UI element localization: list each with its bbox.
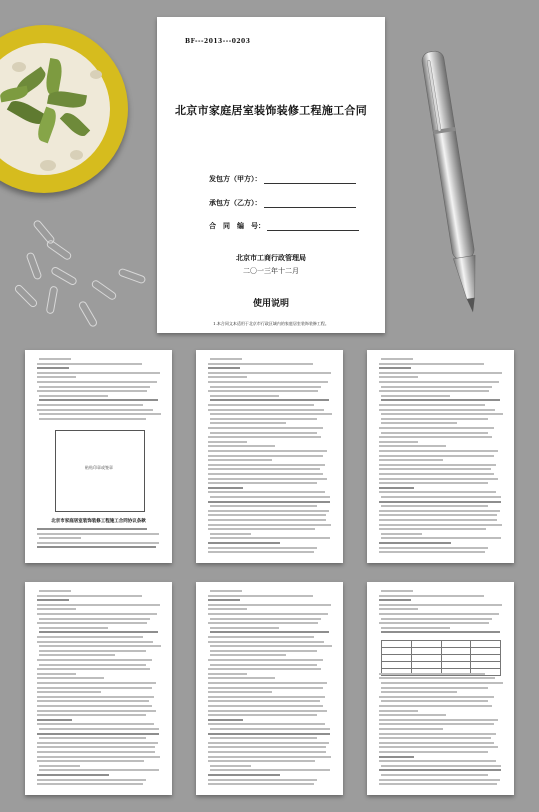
text-line (379, 390, 489, 392)
party-a-field (209, 174, 356, 184)
text-line (379, 445, 446, 447)
seal-box-label: 粘贴印章或签章 (85, 465, 113, 470)
text-line (210, 399, 329, 401)
text-line (210, 650, 317, 652)
text-line (381, 386, 492, 388)
contract-cover-page (157, 17, 385, 333)
text-line (208, 779, 317, 781)
text-line (208, 599, 240, 601)
text-line (379, 599, 411, 601)
text-line (39, 395, 108, 397)
text-line (210, 432, 317, 434)
contract-page-7 (367, 582, 514, 795)
text-line (210, 654, 286, 656)
text-line (208, 742, 329, 744)
contract-page-3 (196, 350, 343, 563)
text-line (381, 533, 422, 535)
text-line (381, 413, 503, 415)
text-line (210, 386, 321, 388)
text-line (208, 459, 272, 461)
text-line (37, 390, 147, 392)
text-line (37, 710, 156, 712)
text-line (37, 696, 154, 698)
text-line (381, 687, 488, 689)
text-line (210, 664, 317, 666)
text-line (208, 376, 247, 378)
text-line (381, 774, 488, 776)
text-line (37, 756, 160, 758)
text-line (37, 783, 143, 785)
text-line (208, 723, 325, 725)
text-line (39, 654, 115, 656)
text-line (37, 604, 160, 606)
text-line (379, 491, 496, 493)
text-line (208, 409, 324, 411)
text-line (379, 524, 502, 526)
text-line (208, 746, 326, 748)
text-line (210, 769, 330, 771)
contract-number-blank (267, 223, 359, 231)
text-line (379, 487, 414, 489)
text-line (210, 533, 251, 535)
text-line (37, 636, 143, 638)
contract-number-label: 合 同 编 号： (209, 221, 265, 230)
text-line (379, 783, 497, 785)
text-line (379, 604, 502, 606)
text-line (37, 381, 157, 383)
text-line (39, 399, 158, 401)
text-line (208, 710, 327, 712)
text-line (379, 404, 485, 406)
text-line (381, 422, 457, 424)
text-line (39, 650, 146, 652)
text-line (210, 765, 251, 767)
text-line (381, 682, 503, 684)
text-line (381, 496, 501, 498)
text-line (381, 631, 500, 633)
text-line (379, 501, 501, 503)
text-line (379, 455, 494, 457)
text-line (379, 450, 498, 452)
text-line (379, 547, 488, 549)
text-line (379, 528, 486, 530)
party-b-label: 承包方（乙方）： (209, 198, 262, 207)
contract-page-5 (25, 582, 172, 795)
text-line (37, 367, 69, 369)
text-line (381, 691, 457, 693)
text-line (37, 595, 142, 597)
text-line (37, 641, 153, 643)
text-line (39, 645, 161, 647)
text-line (37, 376, 76, 378)
text-line (37, 774, 109, 776)
text-line (39, 386, 150, 388)
text-line (37, 682, 156, 684)
text-line (39, 358, 71, 360)
usage-heading: 使用说明 (252, 299, 289, 309)
text-line (208, 641, 324, 643)
text-line (208, 542, 280, 544)
text-line (208, 595, 313, 597)
text-line (39, 769, 159, 771)
text-line (379, 441, 418, 443)
text-line (37, 404, 143, 406)
text-line (379, 705, 492, 707)
text-line (210, 413, 332, 415)
text-line (37, 673, 76, 675)
text-line (208, 464, 325, 466)
text-line (379, 733, 496, 735)
text-line (208, 608, 247, 610)
text-line (208, 436, 321, 438)
text-line (37, 668, 150, 670)
text-line (379, 464, 496, 466)
text-line (379, 677, 495, 679)
text-line (208, 547, 317, 549)
text-line (208, 705, 323, 707)
text-line (37, 760, 144, 762)
text-line (208, 372, 331, 374)
text-line (208, 756, 331, 758)
text-line (208, 528, 315, 530)
text-line (379, 779, 500, 781)
text-line (208, 604, 331, 606)
text-line (208, 455, 323, 457)
text-line (37, 622, 147, 624)
text-line (379, 751, 488, 753)
text-line (37, 714, 146, 716)
party-a-blank (264, 176, 356, 184)
text-line (37, 542, 159, 544)
text-line (379, 719, 498, 721)
fee-table (381, 640, 501, 676)
text-line (210, 422, 286, 424)
text-line (208, 441, 247, 443)
text-line (208, 783, 314, 785)
text-line (381, 432, 488, 434)
text-line (381, 505, 488, 507)
text-line (210, 728, 330, 730)
text-line (37, 608, 76, 610)
text-line (379, 673, 485, 675)
text-line (208, 468, 320, 470)
text-line (39, 618, 150, 620)
agreement-terms-title: 北京市家庭居室装饰装修工程施工合同协议条款 (51, 519, 146, 524)
text-line (379, 746, 498, 748)
seal-box (55, 430, 145, 512)
text-line (208, 677, 275, 679)
party-b-field (209, 198, 356, 208)
usage-note: 1.本合同文本适用于北京市行政区域内的家庭居室装饰装修工程。 (213, 321, 329, 326)
text-line (208, 427, 323, 429)
text-line (381, 358, 413, 360)
text-line (381, 590, 413, 592)
text-line (381, 627, 450, 629)
text-line (208, 491, 325, 493)
text-line (210, 496, 330, 498)
text-line (37, 751, 155, 753)
text-line (37, 705, 152, 707)
text-line (379, 542, 451, 544)
text-line (379, 737, 491, 739)
text-line (37, 533, 159, 535)
text-line (39, 737, 146, 739)
text-line (210, 418, 317, 420)
text-line (208, 482, 317, 484)
text-line (379, 459, 443, 461)
text-line (208, 450, 327, 452)
text-line (208, 551, 314, 553)
text-line (37, 742, 158, 744)
text-line (208, 659, 323, 661)
text-line (379, 372, 502, 374)
text-line (379, 436, 492, 438)
text-line (208, 700, 320, 702)
text-line (379, 696, 494, 698)
text-line (379, 769, 501, 771)
party-b-blank (264, 200, 356, 208)
text-line (210, 537, 330, 539)
text-line (208, 733, 330, 735)
text-line (208, 445, 275, 447)
text-line (210, 631, 329, 633)
text-line (210, 395, 279, 397)
text-line (208, 774, 280, 776)
text-line (208, 367, 240, 369)
text-line (208, 714, 317, 716)
text-line (208, 682, 327, 684)
text-line (379, 519, 497, 521)
text-line (37, 659, 152, 661)
text-line (208, 514, 326, 516)
text-line (39, 728, 159, 730)
text-line (39, 537, 81, 539)
text-line (379, 468, 491, 470)
text-line (208, 363, 313, 365)
text-line (379, 756, 414, 758)
text-line (208, 760, 315, 762)
text-line (210, 737, 317, 739)
text-line (208, 501, 330, 503)
text-line (208, 519, 326, 521)
text-line (210, 645, 332, 647)
issue-date: 二〇一三年十二月 (243, 267, 299, 275)
text-line (379, 613, 499, 615)
text-line (379, 622, 489, 624)
text-line (37, 363, 142, 365)
text-line (208, 691, 272, 693)
text-line (379, 478, 498, 480)
text-line (379, 514, 497, 516)
text-line (381, 700, 488, 702)
text-line (37, 687, 152, 689)
text-line (37, 372, 160, 374)
text-line (379, 376, 418, 378)
text-line (210, 505, 317, 507)
text-line (37, 733, 159, 735)
text-line (39, 765, 80, 767)
text-line (208, 613, 328, 615)
text-line (379, 595, 484, 597)
contract-page-4 (367, 350, 514, 563)
text-line (379, 760, 496, 762)
text-line (39, 627, 108, 629)
text-line (379, 714, 446, 716)
text-line (37, 546, 156, 548)
text-line (379, 367, 411, 369)
party-a-label: 发包方（甲方）： (209, 174, 262, 183)
text-line (379, 473, 494, 475)
text-line (37, 409, 153, 411)
text-line (379, 363, 484, 365)
text-line (39, 413, 161, 415)
text-line (208, 673, 247, 675)
text-line (208, 404, 314, 406)
text-line (37, 677, 104, 679)
text-line (37, 719, 72, 721)
text-line (379, 723, 494, 725)
contract-code: BF---2013---0203 (185, 38, 251, 45)
text-line (208, 687, 323, 689)
text-line (379, 427, 494, 429)
text-line (208, 524, 331, 526)
text-line (381, 395, 450, 397)
text-line (210, 590, 242, 592)
text-line (208, 751, 326, 753)
text-line (208, 381, 328, 383)
text-line (208, 510, 329, 512)
text-line (208, 668, 321, 670)
text-line (379, 510, 500, 512)
text-line (381, 765, 501, 767)
text-line (37, 746, 155, 748)
text-line (381, 618, 492, 620)
contract-page-2 (25, 350, 172, 563)
text-line (379, 608, 418, 610)
text-line (39, 631, 158, 633)
text-line (208, 622, 318, 624)
text-line (381, 399, 500, 401)
text-line (381, 418, 488, 420)
text-line (208, 636, 314, 638)
text-line (37, 723, 154, 725)
text-line (379, 728, 443, 730)
text-line (208, 696, 325, 698)
text-line (208, 719, 243, 721)
text-line (208, 390, 318, 392)
contract-title: 北京市家庭居室装饰装修工程施工合同 (174, 104, 368, 117)
contract-number-field (209, 221, 359, 231)
text-line (379, 381, 499, 383)
issuer: 北京市工商行政管理局 (236, 253, 306, 262)
text-line (379, 482, 488, 484)
contract-page-6 (196, 582, 343, 795)
text-line (37, 779, 146, 781)
text-line (37, 528, 147, 530)
text-line (379, 742, 494, 744)
text-line (379, 409, 495, 411)
text-line (39, 664, 146, 666)
text-line (208, 487, 243, 489)
text-line (37, 599, 69, 601)
text-line (208, 478, 327, 480)
text-line (379, 710, 418, 712)
text-line (210, 627, 279, 629)
text-line (210, 618, 321, 620)
text-line (379, 551, 485, 553)
text-line (208, 473, 323, 475)
text-line (381, 537, 501, 539)
text-line (39, 590, 71, 592)
text-line (210, 358, 242, 360)
text-line (37, 700, 149, 702)
text-line (37, 613, 157, 615)
text-line (39, 418, 146, 420)
text-line (37, 691, 101, 693)
